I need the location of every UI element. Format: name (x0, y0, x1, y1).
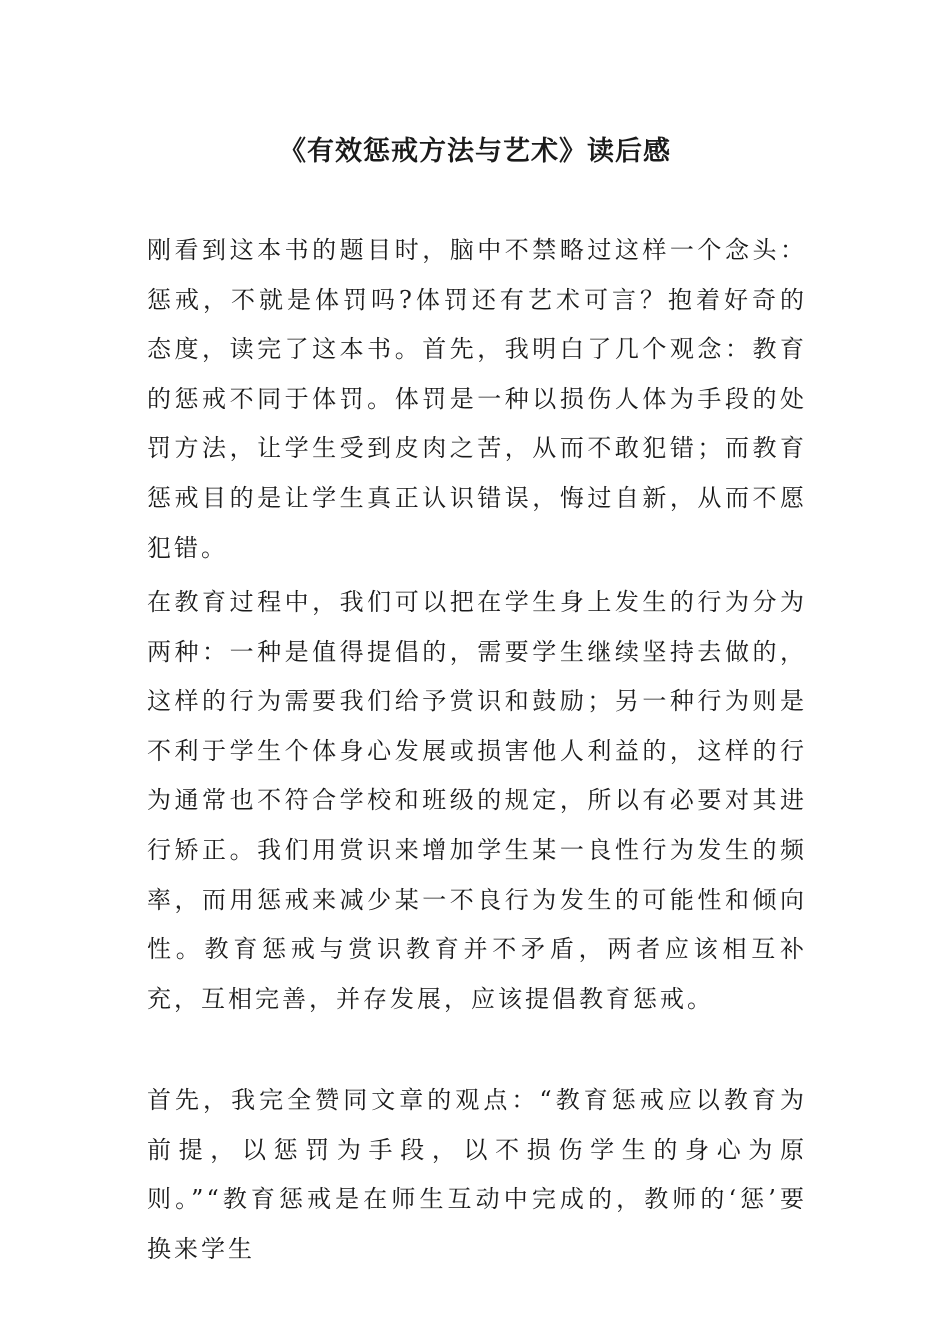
paragraph-1: 刚看到这本书的题目时，脑中不禁略过这样一个念头：惩戒，不就是体罚吗?体罚还有艺术可言？抱着好奇的态度，读完了这本书。首先，我明白了几个观念：教育的惩戒不同于体罚。体罚是一种以损伤人体为手段的处罚方法，让学生受到皮肉之苦，从而不敢犯错；而教育惩戒目的是让学生真正认识错误，悔过自新，从而不愿犯错。 (147, 236, 807, 562)
document-title: 《有效惩戒方法与艺术》读后感 (279, 136, 671, 167)
paragraph-3: 首先，我完全赞同文章的观点：“教育惩戒应以教育为前提，以惩罚为手段，以不损伤学生的身心为原则。”“教育惩戒是在师生互动中完成的，教师的‘惩’要换来学生 (147, 1086, 807, 1263)
paragraph-2: 在教育过程中，我们可以把在学生身上发生的行为分为两种：一种是值得提倡的，需要学生继续坚持去做的，这样的行为需要我们给予赏识和鼓励；另一种行为则是不利于学生个体身心发展或损害他人利益的，这样的行为通常也不符合学校和班级的规定，所以有必要对其进行矫正。我们用赏识来增加学生某一良性行为发生的频率，而用惩戒来减少某一不良行为发生的可能性和倾向性。教育惩戒与赏识教育并不矛盾，两者应该相互补充，互相完善，并存发展，应该提倡教育惩戒。 (147, 588, 807, 1013)
